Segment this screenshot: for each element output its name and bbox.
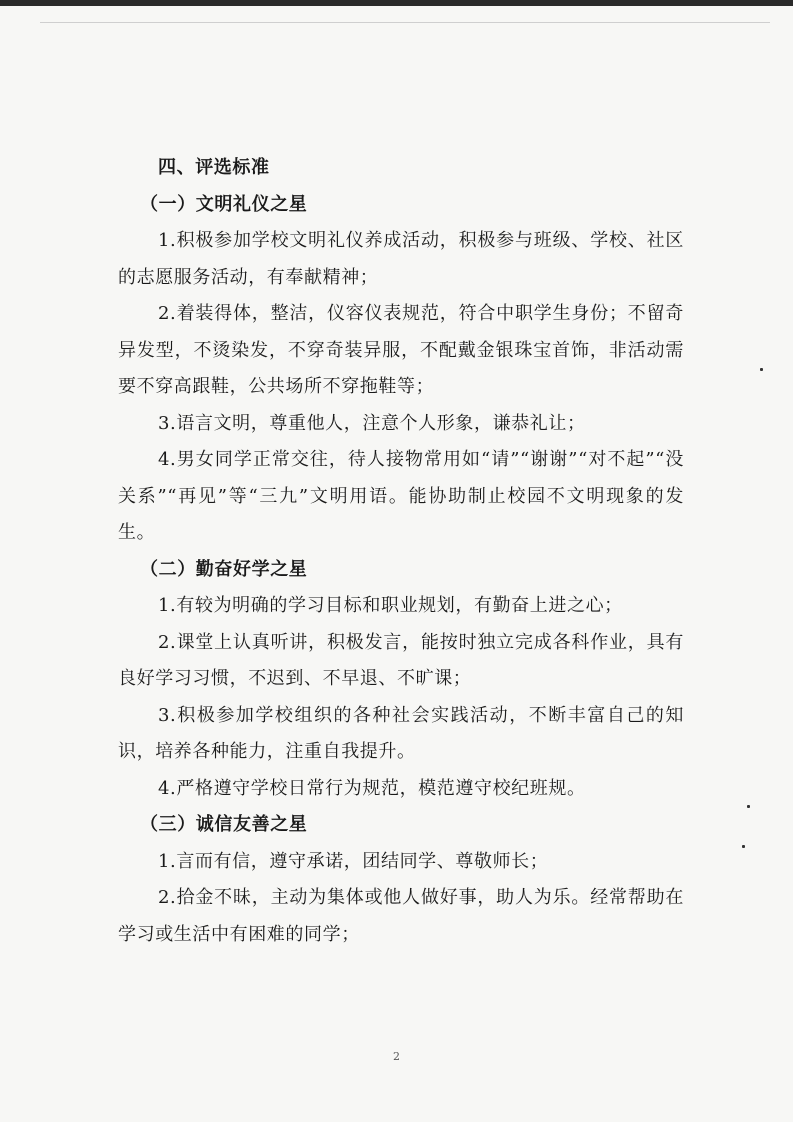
paragraph: 4.男女同学正常交往，待人接物常用如“请”“谢谢”“对不起”“没关系”“再见”等“三九”文明用语。能协助制止校园不文明现象的发生。 (118, 449, 684, 543)
paragraph: 2.拾金不昧，主动为集体或他人做好事，助人为乐。经常帮助在学习或生活中有困难的同学； (118, 887, 684, 945)
group-title-integrity: （三）诚信友善之星 (140, 814, 308, 835)
group-title-civility: （一）文明礼仪之星 (140, 193, 308, 215)
group-title-diligence: （二）勤奋好学之星 (140, 558, 308, 580)
paragraph: 1.有较为明确的学习目标和职业规划，有勤奋上进之心； (158, 595, 623, 616)
section-title: 四、评选标准 (158, 157, 270, 178)
scan-speck (742, 845, 745, 848)
scan-top-edge (0, 0, 793, 6)
scan-speck (747, 805, 750, 808)
paragraph: 3.语言文明，尊重他人，注意个人形象，谦恭礼让； (158, 412, 586, 434)
paragraph: 4.严格遵守学校日常行为规范，模范遵守校纪班规。 (158, 777, 586, 799)
paragraph: 2.课堂上认真听讲，积极发言，能按时独立完成各科作业，具有良好学习习惯，不迟到、不早退、不旷课； (118, 631, 684, 689)
paragraph: 3.积极参加学校组织的各种社会实践活动，不断丰富自己的知识，培养各种能力，注重自我提升。 (118, 704, 684, 762)
paragraph: 1.积极参加学校文明礼仪养成活动，积极参与班级、学校、社区的志愿服务活动，有奉献精神； (118, 230, 684, 288)
scan-artifact-line (40, 22, 770, 23)
page-number: 2 (393, 1050, 400, 1063)
paragraph: 2.着装得体，整洁，仪容仪表规范，符合中职学生身份；不留奇异发型，不烫染发，不穿奇装异服，不配戴金银珠宝首饰，非活动需要不穿高跟鞋，公共场所不穿拖鞋等； (118, 303, 684, 397)
document-body (118, 150, 684, 953)
scan-speck (760, 368, 763, 371)
paragraph: 1.言而有信，遵守承诺，团结同学、尊敬师长； (158, 850, 549, 872)
